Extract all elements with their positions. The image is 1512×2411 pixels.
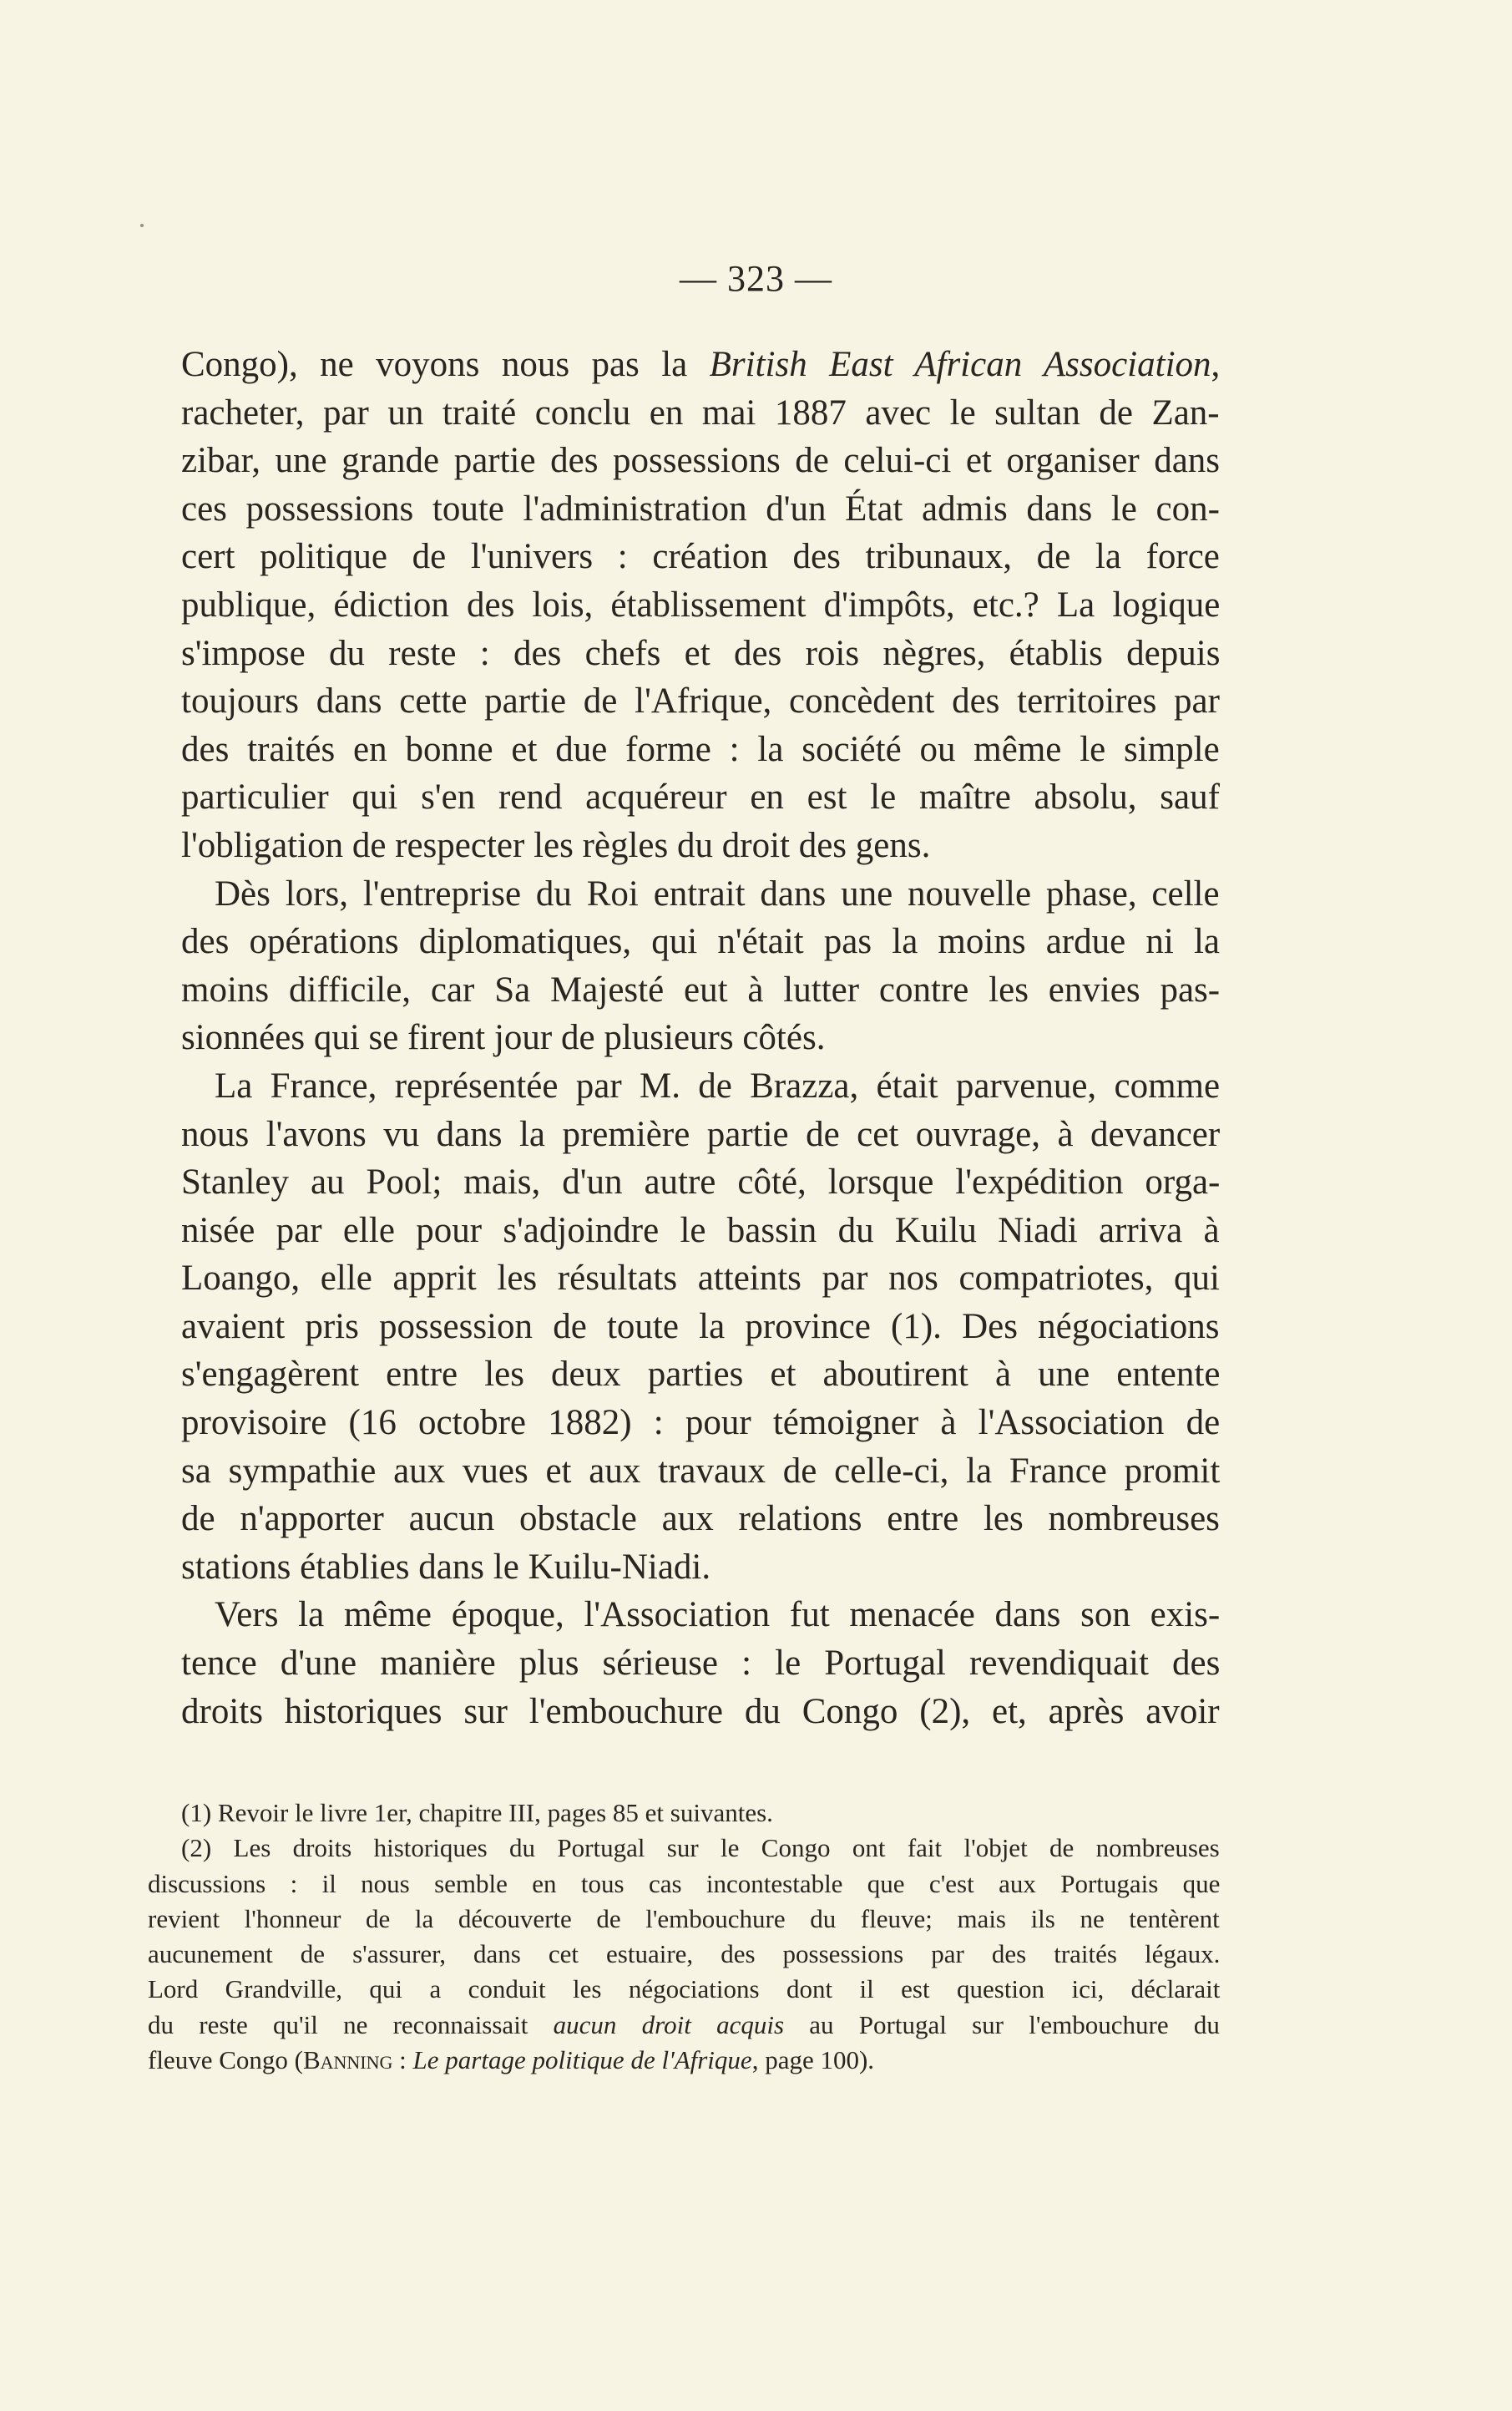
line-content	[181, 1254, 1220, 1303]
author-name: Banning	[302, 2045, 393, 2075]
footnote-line	[148, 2043, 1220, 2078]
text-segment: sionnées qui se firent jour de plusieurs côtés.	[181, 1018, 826, 1058]
line-content	[181, 341, 1220, 389]
text-segment: Dès lors, l'entreprise du Roi entrait dans une nouvelle phase, celle	[215, 874, 1220, 914]
line-content	[181, 1014, 825, 1062]
footnote-line	[148, 1866, 1220, 1902]
text-segment: nous l'avons vu dans la première partie de cet ouvrage, à devancer	[181, 1114, 1221, 1154]
footnote-line	[148, 1831, 1220, 1866]
text-segment: aucunement de s'assurer, dans cet estuaire, des possessions par des traités légaux.	[148, 1939, 1221, 1969]
line-content	[215, 1062, 1220, 1111]
line-content	[181, 1688, 1220, 1736]
line-content	[215, 1591, 1220, 1639]
page-number: — 323 —	[680, 258, 832, 299]
text-line	[181, 389, 1220, 438]
text-segment: Vers la même époque, l'Association fut menacée dans son exis-	[215, 1595, 1221, 1635]
footnote-line	[148, 1972, 1220, 2007]
text-segment: Lord Grandville, qui a conduit les négociations dont il est question ici, déclarait	[148, 1974, 1221, 2004]
line-content	[181, 389, 1220, 438]
text-segment: :	[392, 2045, 413, 2075]
text-segment: zibar, une grande partie des possessions de celui-ci et organiser dans	[181, 441, 1221, 481]
text-line	[181, 1062, 1220, 1111]
text-segment: (1) Revoir le livre 1er, chapitre III, pages 85 et suivantes.	[181, 1798, 773, 1827]
text-segment: droits historiques sur l'embouchure du Congo (2), et, après avoir	[181, 1691, 1220, 1731]
line-content	[181, 437, 1220, 485]
text-segment: particulier qui s'en rend acquéreur en est le maître absolu, sauf	[181, 777, 1220, 818]
text-segment: (2) Les droits historiques du Portugal sur le Congo ont fait l'objet de nombreuses	[181, 1833, 1220, 1863]
line-content	[181, 1796, 773, 1831]
line-content	[181, 581, 1220, 630]
text-line	[181, 1495, 1220, 1543]
line-content	[181, 1303, 1220, 1351]
line-content	[181, 677, 1220, 726]
text-segment: tence d'une manière plus sérieuse : le Portugal revendiquait des	[181, 1644, 1221, 1684]
text-segment: discussions : il nous semble en tous cas incontestable que c'est aux Portugais que	[148, 1868, 1221, 1898]
text-line	[181, 581, 1220, 630]
line-content	[181, 485, 1220, 534]
line-content	[181, 1158, 1220, 1207]
line-content	[148, 1866, 1220, 1902]
text-line	[181, 1014, 1220, 1062]
line-content	[148, 2043, 874, 2078]
text-segment: ,	[1211, 345, 1221, 384]
line-content	[181, 1447, 1220, 1496]
text-line	[181, 966, 1220, 1015]
text-line	[181, 1447, 1220, 1496]
text-line	[181, 773, 1220, 822]
line-content	[181, 1350, 1220, 1399]
line-content	[181, 1399, 1220, 1447]
text-line	[181, 870, 1220, 919]
line-content	[181, 533, 1220, 581]
text-line	[181, 1303, 1220, 1351]
footnote-line	[148, 2008, 1220, 2043]
text-line	[181, 1591, 1220, 1639]
text-line	[181, 822, 1220, 870]
text-segment: au Portugal sur l'embouchure du	[784, 2009, 1220, 2039]
text-segment: , page 100).	[751, 2045, 875, 2075]
italic-text: British East African Association	[709, 345, 1211, 384]
text-segment: Congo), ne voyons nous pas la	[181, 345, 710, 384]
line-content	[181, 630, 1220, 678]
footnotes	[148, 1796, 1220, 2078]
italic-text: Le partage politique de l'Afrique	[412, 2045, 752, 2075]
text-segment: fleuve Congo (	[148, 2045, 303, 2075]
line-content	[181, 1543, 710, 1592]
text-segment: de n'apporter aucun obstacle aux relations entre les nombreuses	[181, 1499, 1220, 1539]
text-segment: avaient pris possession de toute la province (1). Des négociations	[181, 1306, 1220, 1346]
line-content	[181, 1639, 1220, 1688]
text-line	[181, 1158, 1220, 1207]
text-line	[181, 1207, 1220, 1255]
text-segment: racheter, par un traité conclu en mai 1887 avec le sultan de Zan-	[181, 393, 1220, 433]
text-segment: ces possessions toute l'administration d'un État admis dans le con-	[181, 489, 1220, 529]
text-line	[181, 437, 1220, 485]
text-segment: publique, édiction des lois, établissement d'impôts, etc.? La logique	[181, 585, 1221, 625]
line-content	[181, 1111, 1220, 1159]
text-segment: provisoire (16 octobre 1882) : pour témoigner à l'Association de	[181, 1403, 1221, 1443]
text-line	[181, 533, 1220, 581]
text-segment: s'impose du reste : des chefs et des rois nègres, établis depuis	[181, 633, 1221, 673]
text-line	[181, 918, 1220, 966]
text-segment: s'engagèrent entre les deux parties et aboutirent à une entente	[181, 1355, 1221, 1395]
italic-text: aucun droit acquis	[553, 2009, 785, 2039]
text-segment: cert politique de l'univers : création des tribunaux, de la force	[181, 537, 1220, 577]
footnote-line	[148, 1937, 1220, 1972]
text-line	[181, 1111, 1220, 1159]
line-content	[148, 1937, 1220, 1972]
text-segment: des opérations diplomatiques, qui n'était pas la moins ardue ni la	[181, 922, 1220, 962]
line-content	[181, 966, 1220, 1015]
text-segment: l'obligation de respecter les règles du droit des gens.	[181, 825, 931, 865]
line-content	[181, 1495, 1220, 1543]
text-line	[181, 341, 1220, 389]
text-segment: moins difficile, car Sa Majesté eut à lutter contre les envies pas-	[181, 970, 1221, 1010]
text-line	[181, 630, 1220, 678]
line-content	[181, 1207, 1220, 1255]
text-segment: des traités en bonne et due forme : la société ou même le simple	[181, 729, 1220, 769]
text-segment: sa sympathie aux vues et aux travaux de celle-ci, la France promit	[181, 1451, 1221, 1491]
footnote-line	[148, 1796, 1220, 1831]
line-content	[148, 1902, 1220, 1937]
text-segment: Stanley au Pool; mais, d'un autre côté, lorsque l'expédition orga-	[181, 1162, 1221, 1203]
line-content	[181, 773, 1220, 822]
scan-speck	[140, 224, 144, 227]
text-line	[181, 726, 1220, 774]
text-segment: stations établies dans le Kuilu-Niadi.	[181, 1547, 711, 1587]
text-line	[181, 1543, 1220, 1592]
body-text	[181, 341, 1220, 1735]
text-line	[181, 1350, 1220, 1399]
text-segment: du reste qu'il ne reconnaissait	[148, 2009, 554, 2039]
line-content	[181, 822, 930, 870]
text-line	[181, 1254, 1220, 1303]
line-content	[181, 726, 1220, 774]
text-line	[181, 1639, 1220, 1688]
text-segment: La France, représentée par M. de Brazza, était parvenue, comme	[215, 1066, 1221, 1106]
line-content	[215, 870, 1220, 919]
text-segment: toujours dans cette partie de l'Afrique, concèdent des territoires par	[181, 681, 1220, 722]
text-segment: Loango, elle apprit les résultats atteints par nos compatriotes, qui	[181, 1259, 1220, 1299]
footnote-line	[148, 1902, 1220, 1937]
text-line	[181, 677, 1220, 726]
line-content	[148, 1972, 1220, 2007]
line-content	[148, 2008, 1220, 2043]
text-segment: revient l'honneur de la découverte de l'embouchure du fleuve; mais ils ne tentèrent	[148, 1903, 1220, 1933]
line-content	[181, 918, 1220, 966]
text-line	[181, 1688, 1220, 1736]
text-segment: nisée par elle pour s'adjoindre le bassin du Kuilu Niadi arriva à	[181, 1210, 1220, 1250]
text-line	[181, 485, 1220, 534]
line-content	[181, 1831, 1220, 1866]
text-line	[181, 1399, 1220, 1447]
